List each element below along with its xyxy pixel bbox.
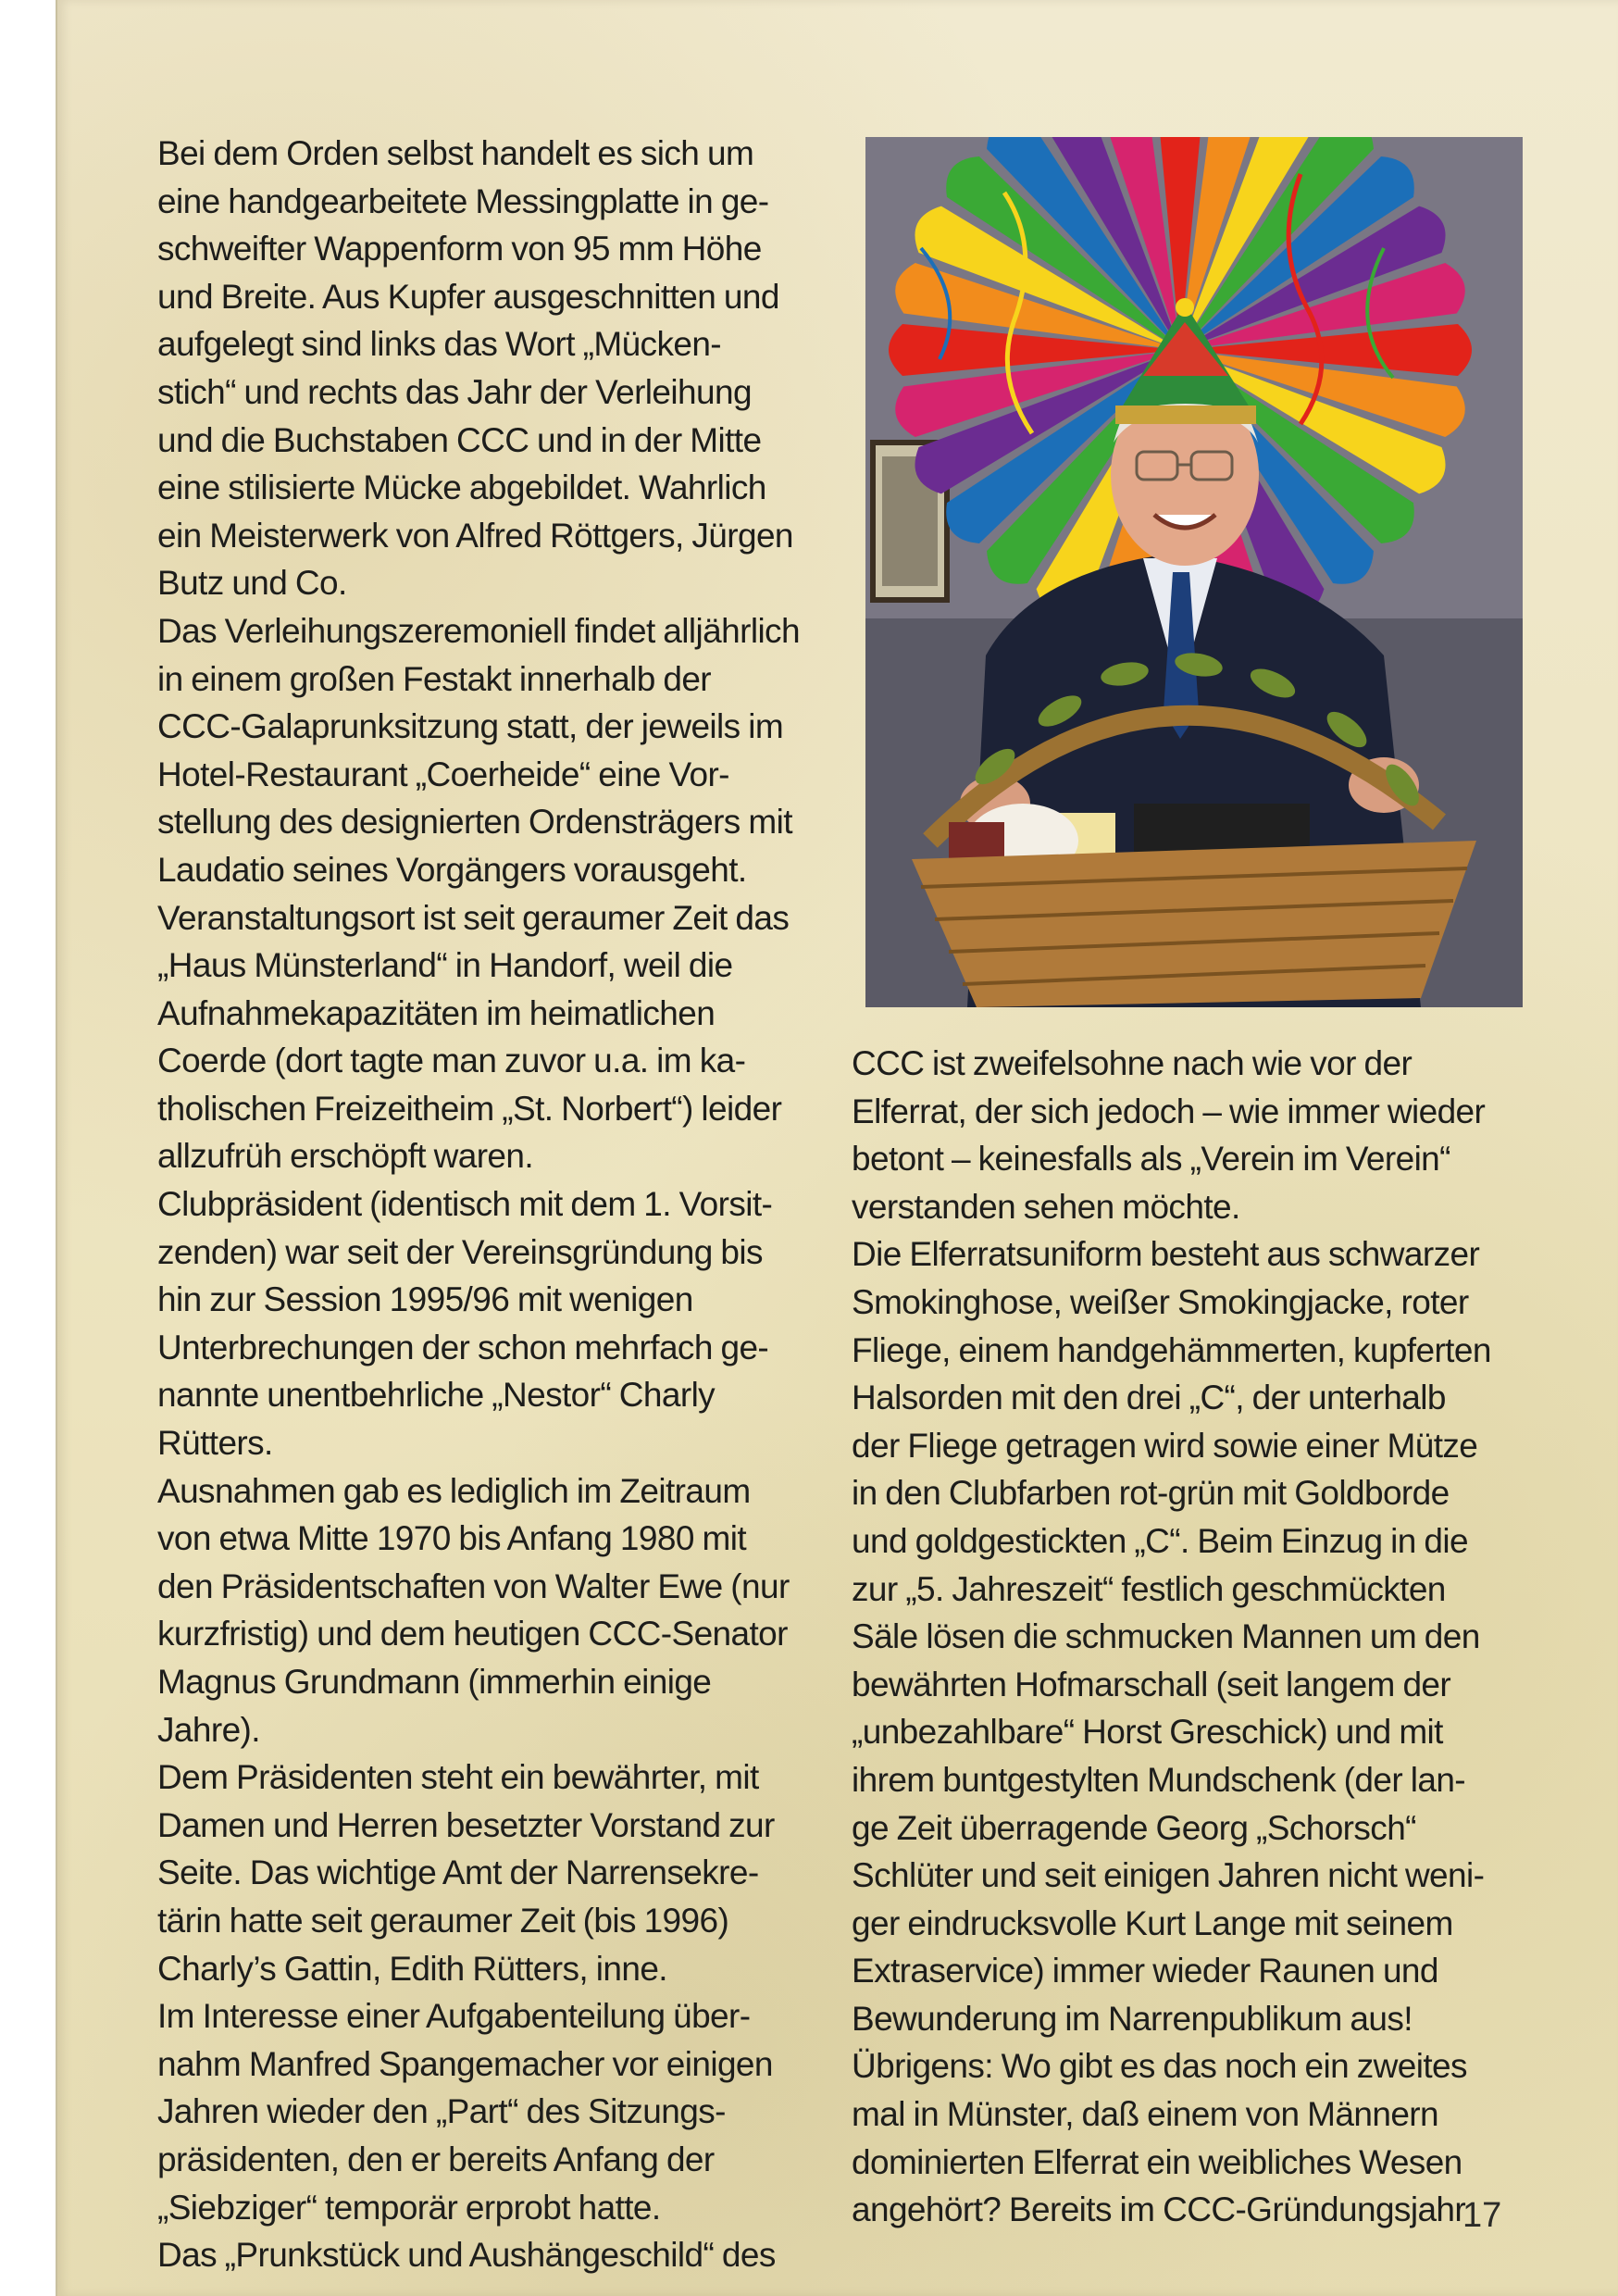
- right-column-line: ge Zeit überragende Georg „Schorsch“: [852, 1808, 1416, 1847]
- left-column-line: Aufnahmekapazitäten im heimatlichen: [157, 993, 716, 1032]
- right-column-line: mal in Münster, daß einem von Männern: [852, 2095, 1439, 2134]
- left-column-line: und die Buchstaben CCC und in der Mitte: [157, 420, 762, 459]
- left-column-line: „Haus Münsterland“ in Handorf, weil die: [157, 946, 733, 985]
- right-column-line: in den Clubfarben rot-grün mit Goldborde: [852, 1474, 1450, 1513]
- left-column-line: zenden) war seit der Vereinsgründung bis: [157, 1232, 763, 1271]
- left-column-line: Clubpräsident (identisch mit dem 1. Vorsit-: [157, 1185, 773, 1224]
- left-column-line: Jahre).: [157, 1710, 260, 1749]
- right-column-line: zur „5. Jahreszeit“ festlich geschmückten: [852, 1569, 1446, 1608]
- right-column-line: Halsorden mit den drei „C“, der unterhalb: [852, 1379, 1446, 1417]
- left-column-line: aufgelegt sind links das Wort „Mücken-: [157, 325, 722, 364]
- left-column-line: Im Interesse einer Aufgabenteilung über-: [157, 1997, 751, 2036]
- left-column-line: Magnus Grundmann (immerhin einige: [157, 1663, 712, 1701]
- right-column-line: der Fliege getragen wird sowie einer Mütze: [852, 1426, 1478, 1465]
- left-column-line: stellung des designierten Ordensträgers mit: [157, 803, 792, 842]
- left-column-line: von etwa Mitte 1970 bis Anfang 1980 mit: [157, 1519, 747, 1558]
- left-column-line: Ausnahmen gab es lediglich im Zeitraum: [157, 1471, 751, 1510]
- right-text-column: [852, 1040, 1518, 2234]
- right-column-line: betont – keinesfalls als „Verein im Verein“: [852, 1140, 1450, 1179]
- right-column-line: Smokinghose, weißer Smokingjacke, roter: [852, 1282, 1469, 1321]
- right-column-line: verstanden sehen möchte.: [852, 1187, 1240, 1226]
- left-column-line: nahm Manfred Spangemacher vor einigen: [157, 2044, 773, 2083]
- left-column-line: Veranstaltungsort ist seit geraumer Zeit das: [157, 898, 790, 937]
- left-column-line: Dem Präsidenten steht ein bewährter, mit: [157, 1758, 759, 1797]
- right-column-line: Elferrat, der sich jedoch – wie immer wieder: [852, 1092, 1486, 1130]
- left-column-line: Hotel-Restaurant „Coerheide“ eine Vor-: [157, 755, 729, 793]
- left-column-line: tärin hatte seit geraumer Zeit (bis 1996): [157, 1901, 729, 1940]
- left-column-line: Butz und Co.: [157, 564, 347, 603]
- right-column-line: Säle lösen die schmucken Mannen um den: [852, 1617, 1480, 1656]
- left-column-line: ein Meisterwerk von Alfred Röttgers, Jürgen: [157, 516, 793, 555]
- left-column-line: in einem großen Festakt innerhalb der: [157, 659, 712, 698]
- right-column-line: Schlüter und seit einigen Jahren nicht weni-: [852, 1856, 1485, 1895]
- left-column-line: nannte unentbehrliche „Nestor“ Charly: [157, 1376, 716, 1415]
- left-column-line: kurzfristig) und dem heutigen CCC-Senator: [157, 1615, 788, 1653]
- left-column-line: Rütters.: [157, 1424, 273, 1463]
- right-column-line: Extraservice) immer wieder Raunen und: [852, 1952, 1438, 1990]
- left-column-line: stich“ und rechts das Jahr der Verleihung: [157, 372, 752, 411]
- right-column-line: Die Elferratsuniform besteht aus schwarzer: [852, 1235, 1480, 1274]
- left-column-line: schweifter Wappenform von 95 mm Höhe: [157, 230, 762, 268]
- right-column-line: Übrigens: Wo gibt es das noch ein zweites: [852, 2047, 1467, 2086]
- left-column-line: Coerde (dort tagte man zuvor u.a. im ka-: [157, 1042, 746, 1080]
- right-column-line: Fliege, einem handgehämmerten, kupferten: [852, 1330, 1491, 1369]
- right-column-line: ger eindrucksvolle Kurt Lange mit seinem: [852, 1903, 1453, 1942]
- right-column-line: Bewunderung im Narrenpublikum aus!: [852, 1999, 1413, 2038]
- left-column-line: eine stilisierte Mücke abgebildet. Wahrlich: [157, 468, 766, 507]
- right-column-line: „unbezahlbare“ Horst Greschick) und mit: [852, 1713, 1443, 1752]
- right-column-line: dominierten Elferrat ein weibliches Wesen: [852, 2142, 1462, 2181]
- left-column-line: hin zur Session 1995/96 mit wenigen: [157, 1280, 693, 1319]
- left-column-line: den Präsidentschaften von Walter Ewe (nur: [157, 1566, 790, 1605]
- left-column-line: Seite. Das wichtige Amt der Narrensekre-: [157, 1853, 759, 1892]
- right-column-line: angehört? Bereits im CCC-Gründungsjahr: [852, 2190, 1466, 2229]
- left-column-line: Das „Prunkstück und Aushängeschild“ des: [157, 2236, 776, 2275]
- left-column-line: CCC-Galaprunksitzung statt, der jeweils im: [157, 707, 784, 746]
- left-column-line: und Breite. Aus Kupfer ausgeschnitten und: [157, 277, 779, 316]
- left-column-line: Das Verleihungszeremoniell findet alljährlich: [157, 611, 800, 650]
- left-column-line: Charly’s Gattin, Edith Rütters, inne.: [157, 1949, 667, 1988]
- left-column-line: Bei dem Orden selbst handelt es sich um: [157, 134, 754, 172]
- left-column-line: präsidenten, den er bereits Anfang der: [157, 2140, 715, 2178]
- photo-illustration: [865, 137, 1523, 1007]
- left-column-line: eine handgearbeitete Messingplatte in ge-: [157, 181, 769, 220]
- left-column-line: „Siebziger“ temporär erprobt hatte.: [157, 2188, 661, 2227]
- right-column-line: und goldgestickten „C“. Beim Einzug in die: [852, 1521, 1469, 1560]
- right-column-line: ihrem buntgestylten Mundschenk (der lan-: [852, 1760, 1466, 1799]
- page-number: 17: [1462, 2196, 1502, 2235]
- left-column-line: Jahren wieder den „Part“ des Sitzungs-: [157, 2092, 726, 2131]
- photo-man-with-gift-basket: [865, 137, 1523, 1007]
- left-column-line: Damen und Herren besetzter Vorstand zur: [157, 1805, 775, 1844]
- left-column-line: allzufrüh erschöpft waren.: [157, 1137, 534, 1176]
- left-column-line: Laudatio seines Vorgängers vorausgeht.: [157, 850, 747, 889]
- left-text-column: [157, 130, 824, 2279]
- left-column-line: Unterbrechungen der schon mehrfach ge-: [157, 1328, 769, 1366]
- right-column-line: bewährten Hofmarschall (seit langem der: [852, 1665, 1451, 1703]
- right-column-line: CCC ist zweifelsohne nach wie vor der: [852, 1044, 1413, 1082]
- left-column-line: tholischen Freizeitheim „St. Norbert“) leider: [157, 1089, 782, 1128]
